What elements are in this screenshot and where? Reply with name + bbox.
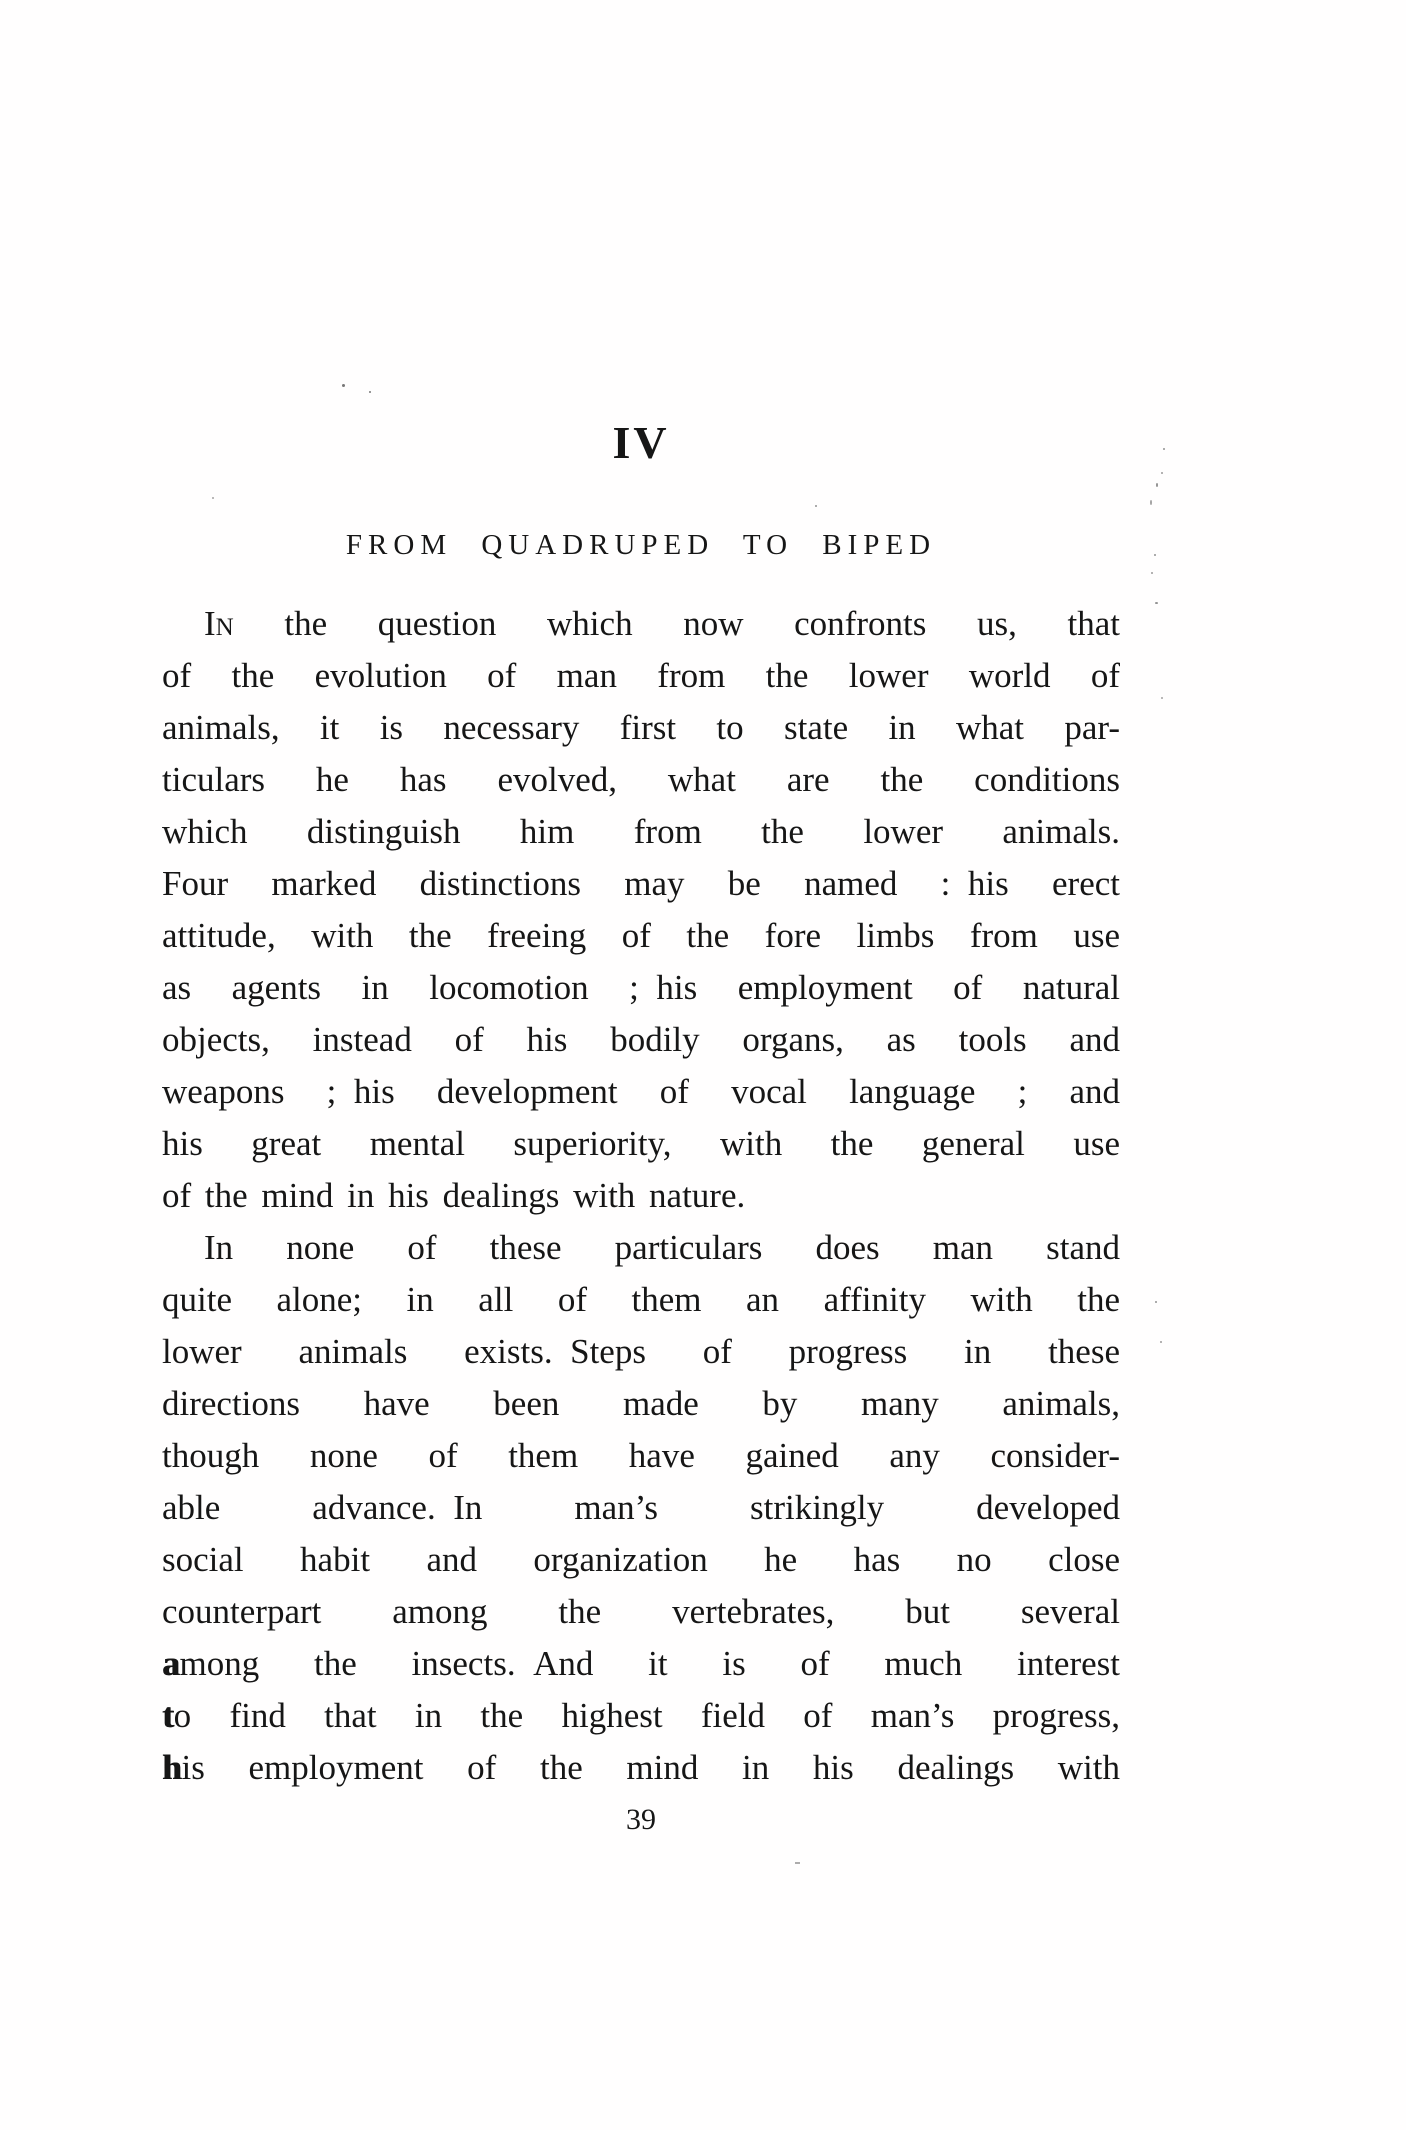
speck — [1163, 448, 1165, 450]
text-line: which distinguish him from the lower animals. — [162, 812, 1120, 851]
speck — [1156, 483, 1158, 487]
text-line: counterpart among the vertebrates, but several — [162, 1592, 1120, 1631]
small-caps-lead: In — [204, 604, 234, 643]
speck — [1155, 1301, 1157, 1303]
text-line: his employment of the mind in his dealings with — [162, 1748, 1120, 1787]
chapter-number: IV — [612, 417, 670, 468]
paragraph — [162, 598, 1120, 1222]
text-line: his great mental superiority, with the general use — [162, 1124, 1120, 1163]
speck — [1154, 554, 1156, 556]
text-line: to find that in the highest field of man’s progress, — [162, 1696, 1120, 1735]
speck — [815, 505, 817, 507]
text-line: In the question which now confronts us, that — [204, 604, 1120, 643]
speck — [1161, 472, 1163, 474]
speck — [212, 497, 214, 499]
text-line: of the mind in his dealings with nature. — [162, 1176, 746, 1215]
text-block — [162, 417, 1120, 1840]
paragraph — [162, 1222, 1120, 1794]
text-line: ticulars he has evolved, what are the conditions — [162, 760, 1120, 799]
chapter-title: FROM QUADRUPED TO BIPED — [345, 529, 937, 561]
speck — [1160, 1341, 1162, 1343]
text-line: In none of these particulars does man stand — [204, 1228, 1120, 1267]
speck — [369, 391, 371, 393]
text-line: lower animals exists. Steps of progress in these — [162, 1332, 1120, 1371]
text-line: attitude, with the freeing of the fore limbs from use — [162, 916, 1120, 955]
text-line: as agents in locomotion ; his employment of natural — [162, 968, 1120, 1007]
text-line: though none of them have gained any consider- — [162, 1436, 1120, 1475]
text-line: objects, instead of his bodily organs, as tools and — [162, 1020, 1120, 1059]
text-line: weapons ; his development of vocal language ; and — [162, 1072, 1120, 1111]
speck — [1161, 697, 1163, 699]
speck — [1155, 602, 1158, 604]
text-line: quite alone; in all of them an affinity with the — [162, 1280, 1120, 1319]
text-line: social habit and organization he has no close — [162, 1540, 1120, 1579]
speck — [1150, 500, 1152, 505]
speck — [342, 384, 345, 387]
page-number: 39 — [626, 1803, 656, 1836]
speck — [1151, 572, 1153, 574]
text-line: of the evolution of man from the lower world of — [162, 656, 1120, 695]
text-line: among the insects. And it is of much interest — [162, 1644, 1120, 1683]
text-line: able advance. In man’s strikingly developed — [162, 1488, 1120, 1527]
text-line: Four marked distinctions may be named : his erect — [162, 864, 1120, 903]
speck — [795, 1862, 800, 1864]
text-line: animals, it is necessary first to state in what par- — [162, 708, 1120, 747]
text-line: directions have been made by many animals, — [162, 1384, 1120, 1423]
body-text — [162, 598, 1120, 1794]
